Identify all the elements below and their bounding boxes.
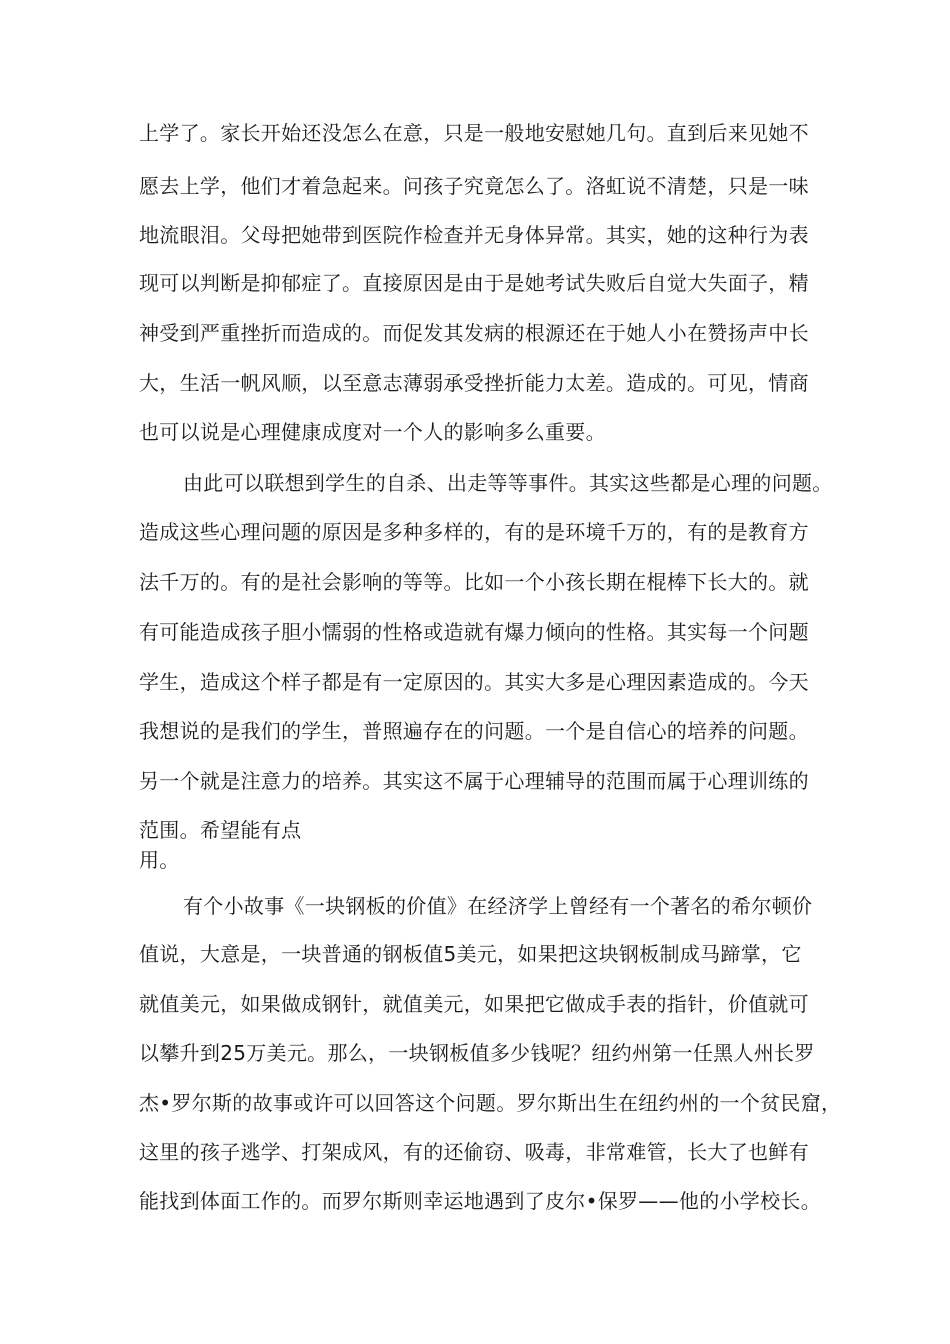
text-line: 用。 — [139, 848, 180, 872]
text-line: 学生，造成这个样子都是有一定原因的。其实大多是心理因素造成的。今天 — [139, 670, 809, 694]
text-line: 地流眼泪。父母把她带到医院作检查并无身体异常。其实，她的这种行为表 — [139, 223, 809, 247]
text-line: 我想说的是我们的学生，普照遍存在的问题。一个是自信心的培养的问题。 — [139, 719, 809, 743]
text-line: 另一个就是注意力的培养。其实这不属于心理辅导的范围而属于心理训练的 — [139, 769, 809, 793]
paragraph-first-line: 有个小故事《一块钢板的价值》在经济学上曾经有一个著名的希尔顿价 — [183, 894, 813, 918]
text-line: 现可以判断是抑郁症了。直接原因是由于是她考试失败后自觉大失面子，精 — [139, 271, 809, 295]
text-line: 就值美元，如果做成钢针，就值美元，如果把它做成手表的指针，价值就可 — [139, 992, 809, 1016]
text-line: 愿去上学，他们才着急起来。问孩子究竟怎么了。洛虹说不清楚，只是一味 — [139, 174, 809, 198]
text-line: 杰•罗尔斯的故事或许可以回答这个问题。罗尔斯出生在纽约州的一个贫民窟， — [139, 1091, 842, 1115]
text-line: 上学了。家长开始还没怎么在意，只是一般地安慰她几句。直到后来见她不 — [139, 121, 809, 145]
text-line: 范围。希望能有点 — [139, 818, 302, 842]
text-line: 有可能造成孩子胆小懦弱的性格或造就有爆力倾向的性格。其实每一个问题 — [139, 620, 809, 644]
text-line: 大，生活一帆风顺，以至意志薄弱承受挫折能力太差。造成的。可见，情商 — [139, 371, 809, 395]
text-line: 以攀升到25万美元。那么，一块钢板值多少钱呢？纽约州第一任黑人州长罗 — [139, 1041, 815, 1065]
text-line: 法千万的。有的是社会影响的等等。比如一个小孩长期在棍棒下长大的。就 — [139, 570, 809, 594]
text-line: 值说，大意是，一块普通的钢板值5美元，如果把这块钢板制成马蹄掌，它 — [139, 942, 802, 966]
text-line: 也可以说是心理健康成度对一个人的影响多么重要。 — [139, 420, 606, 444]
text-line: 造成这些心理问题的原因是多种多样的，有的是环境千万的，有的是教育方 — [139, 520, 809, 544]
text-line: 能找到体面工作的。而罗尔斯则幸运地遇到了皮尔•保罗——他的小学校长。 — [139, 1189, 821, 1213]
paragraph-first-line: 由此可以联想到学生的自杀、出走等等事件。其实这些都是心理的问题。 — [183, 471, 833, 495]
text-line: 这里的孩子逃学、打架成风，有的还偷窃、吸毒，非常难管，长大了也鲜有 — [139, 1140, 809, 1164]
text-line: 神受到严重挫折而造成的。而促发其发病的根源还在于她人小在赞扬声中长 — [139, 321, 809, 345]
